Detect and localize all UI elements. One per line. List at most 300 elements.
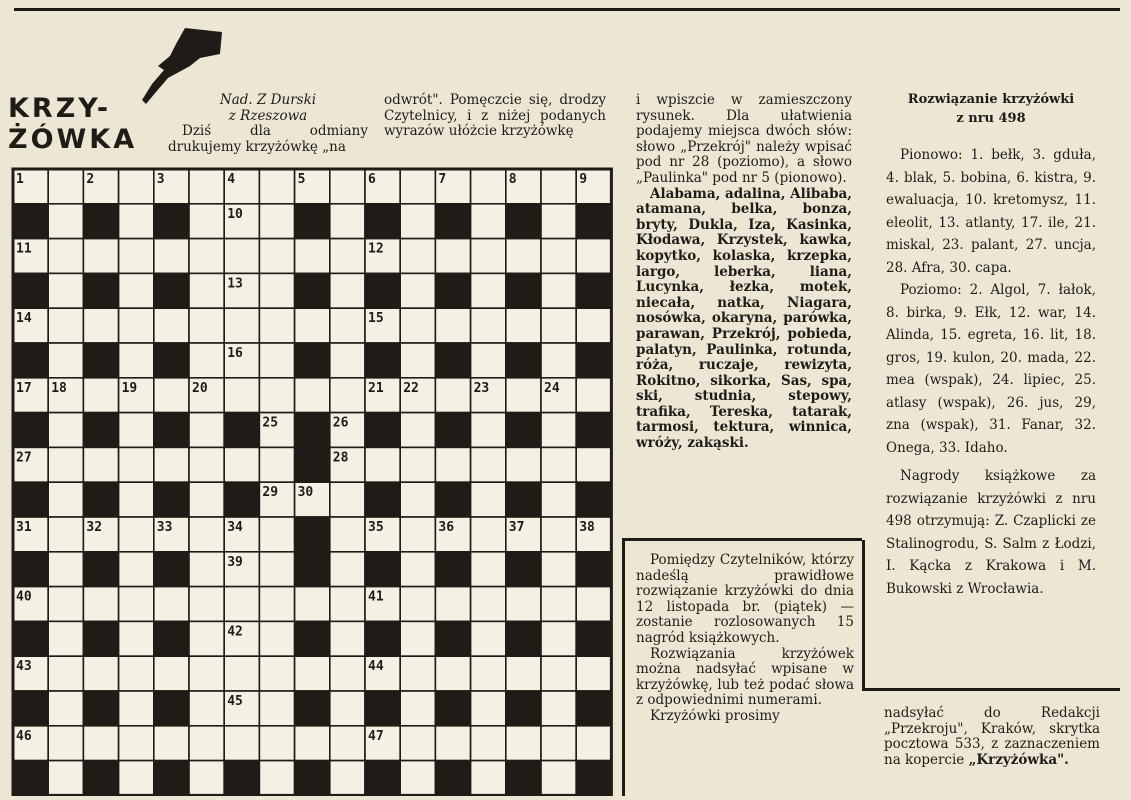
solution-column [886,90,1096,600]
grid-cell [259,239,294,274]
grid-cell-black [295,552,330,587]
grid-cell [119,726,154,761]
grid-cell [506,378,541,413]
grid-cell-black [506,761,541,796]
clue-number: 35 [368,520,384,535]
grid-cell [119,482,154,517]
masthead-line2: ŻÓWKA [8,124,138,155]
grid-cell-black [13,552,48,587]
grid-cell [506,308,541,343]
grid-cell [48,204,83,239]
grid-cell [48,343,83,378]
prize-winners: Nagrody książkowe za rozwiązanie krzyżówki z nru 498 otrzymują: Z. Czaplicki ze Stalinogrodu, S. Salm z Łodzi, I. Kącka z Krakowa i M. Bukowski z Wrocławia. [886,468,1096,597]
grid-cell [330,378,365,413]
clue-number: 9 [579,172,588,187]
grid-cell [400,308,435,343]
grid-cell-black [506,204,541,239]
contest-box-right-rule [862,540,865,690]
grid-cell-black [365,691,400,726]
grid-cell [400,239,435,274]
grid-cell-black [576,761,611,796]
clue-number: 44 [368,659,384,675]
grid-cell [48,413,83,448]
clue-number: 22 [403,380,419,396]
grid-cell [189,413,224,448]
grid-cell [400,621,435,656]
grid-cell [48,726,83,761]
grid-cell-black [295,447,330,482]
grid-cell [541,239,576,274]
grid-cell [541,204,576,239]
grid-cell [330,726,365,761]
intro-column-2 [384,93,606,140]
grid-cell [330,482,365,517]
contest-text-2: Rozwiązania krzyżówek można nadsyłać wpisane w krzyżówkę, lub też podać słowa z odpowiednimi numerami. [636,645,854,709]
clue-number: 11 [16,241,32,257]
grid-cell-black [576,691,611,726]
grid-cell [119,239,154,274]
clue-number: 15 [368,311,384,327]
grid-cell [83,447,118,482]
grid-cell-black [83,621,118,656]
grid-cell [365,447,400,482]
grid-cell [330,691,365,726]
grid-cell-black [576,343,611,378]
solution-title [886,90,1096,128]
grid-cell [224,378,259,413]
grid-cell-black [295,204,330,239]
grid-cell-black [154,482,189,517]
grid-cell [154,447,189,482]
grid-cell [154,726,189,761]
grid-cell-black [295,343,330,378]
grid-cell [119,204,154,239]
clue-number: 12 [368,241,384,257]
grid-cell-black [506,691,541,726]
grid-cell [189,239,224,274]
grid-cell [435,447,470,482]
grid-cell [330,656,365,691]
clue-number: 4 [227,172,236,187]
clue-number: 1 [16,172,24,187]
grid-cell [471,169,506,204]
grid-cell [471,517,506,552]
grid-cell [259,204,294,239]
grid-cell-black [154,761,189,796]
grid-cell [189,273,224,308]
grid-cell-black [295,517,330,552]
grid-cell [471,482,506,517]
grid-cell [119,273,154,308]
solution-title-line2: z nru 498 [956,111,1026,126]
grid-cell-black [576,482,611,517]
grid-cell-black [365,552,400,587]
grid-cell-black [506,621,541,656]
grid-cell [119,656,154,691]
contest-text-1: Pomiędzy Czytelników, którzy nadeślą prawidłowe rozwiązanie krzyżówki do dnia 12 listopada br. (piątek) — zostanie rozlosowanych 15 nagród książkowych. [636,552,854,646]
grid-cell [119,552,154,587]
clue-number: 36 [438,520,455,535]
grid-cell [119,447,154,482]
masthead [8,93,148,155]
grid-cell-black [365,343,400,378]
grid-cell-black [365,273,400,308]
grid-cell [400,204,435,239]
grid-cell [471,656,506,691]
grid-cell [576,726,611,761]
clue-number: 42 [227,624,243,640]
grid-cell-black [435,273,470,308]
grid-cell [48,517,83,552]
grid-cell [506,587,541,622]
contest-box-top-rule [622,538,862,541]
grid-cell [189,447,224,482]
grid-cell-black [13,343,48,378]
grid-cell [259,517,294,552]
clue-number: 26 [332,415,349,431]
grid-cell [471,273,506,308]
address-column [884,706,1100,768]
grid-cell [189,726,224,761]
grid-cell [83,726,118,761]
grid-cell [119,343,154,378]
grid-cell-black [506,413,541,448]
grid-cell [83,656,118,691]
grid-cell-black [365,413,400,448]
grid-cell [48,169,83,204]
grid-cell [48,691,83,726]
grid-cell-black [295,621,330,656]
grid-cell-black [576,552,611,587]
grid-cell [295,656,330,691]
grid-cell-black [83,691,118,726]
grid-cell-black [224,413,259,448]
intro-text-2: odwrót". Pomęczcie się, drodzy Czytelnicy, i z niżej podanych wyrazów ułóżcie krzyżówkę [384,92,606,140]
grid-cell [48,656,83,691]
grid-cell [189,552,224,587]
grid-cell-black [83,761,118,796]
clue-number: 7 [438,172,447,187]
grid-cell [541,169,576,204]
clue-number: 5 [297,172,306,187]
grid-cell [48,308,83,343]
grid-cell [330,587,365,622]
grid-cell [330,204,365,239]
grid-cell [541,761,576,796]
grid-cell-black [435,761,470,796]
grid-cell [83,587,118,622]
clue-number: 45 [227,694,243,709]
masthead-line1: KRZY- [8,93,112,124]
contest-column [636,553,854,725]
grid-cell-black [435,482,470,517]
grid-cell [541,447,576,482]
grid-cell [576,239,611,274]
grid-cell [576,378,611,413]
grid-cell-black [576,273,611,308]
grid-cell [541,517,576,552]
grid-cell-black [154,413,189,448]
grid-cell [119,413,154,448]
grid-cell [471,204,506,239]
grid-cell-black [83,413,118,448]
solution-title-line1: Rozwiązanie krzyżówki [907,92,1075,107]
grid-cell-black [295,691,330,726]
grid-cell-black [506,552,541,587]
clue-number: 34 [227,520,243,535]
grid-cell-black [154,621,189,656]
grid-cell [259,169,294,204]
clue-number: 24 [544,380,560,396]
grid-cell [400,413,435,448]
grid-cell [435,726,470,761]
grid-cell [471,587,506,622]
grid-cell [259,378,294,413]
grid-cell-black [435,343,470,378]
grid-cell [259,621,294,656]
grid-cell [471,343,506,378]
grid-cell [83,378,118,413]
clue-number: 6 [368,172,376,187]
grid-cell-black [154,691,189,726]
address-keyword: „Krzyżówka". [968,751,1069,768]
intro-text-1: Dziś dla odmiany drukujemy krzyżówkę „na [168,123,368,155]
address-text: nadsyłać do Redakcji „Przekroju", Kraków, skrytka pocztowa 533, z zaznaczeniem na kopercie [884,705,1100,768]
grid-cell [189,517,224,552]
clue-number: 29 [262,485,279,501]
grid-cell-black [435,621,470,656]
intro-column-1 [168,93,368,155]
grid-cell [154,239,189,274]
grid-cell [189,656,224,691]
solution-across: Poziomo: 2. Algol, 7. łałok, 8. birka, 9. Ełk, 12. war, 14. Alinda, 15. egreta, 16. lit, 18. gros, 19. kulon, 20. mada, 22. mea (wspak), 24. lipiec, 25. atlasy (wspak), 26. jus, 29, zna (wspak), 31. Fanar, 32. Onega, 33. Idaho. [886,282,1096,456]
grid-cell [541,552,576,587]
clue-number: 31 [16,520,32,535]
grid-cell [541,482,576,517]
clue-number: 20 [192,380,208,396]
clue-number: 41 [368,589,384,605]
grid-cell [224,239,259,274]
clue-number: 30 [297,485,314,501]
grid-cell [471,726,506,761]
instructions-text: i wpiszcie w zamieszczony rysunek. Dla ułatwienia podajemy miejsca dwóch słów: słowo „Przekrój" należy wpisać pod nr 28 (poziomo), a słowo „Paulinka" pod nr 5 (pionowo). [636,92,852,186]
grid-cell [189,169,224,204]
grid-cell-black [295,413,330,448]
grid-cell-black [83,204,118,239]
grid-cell-black [435,413,470,448]
grid-cell [48,273,83,308]
grid-cell [259,273,294,308]
grid-cell-black [13,204,48,239]
grid-cell-black [224,482,259,517]
clue-number: 18 [51,380,67,396]
grid-cell [471,239,506,274]
grid-cell-black [13,273,48,308]
grid-cell [224,726,259,761]
grid-cell [295,726,330,761]
clue-number: 13 [227,276,243,292]
grid-cell [259,308,294,343]
grid-cell [224,447,259,482]
clue-number: 17 [16,380,32,396]
grid-cell [435,239,470,274]
grid-cell [471,413,506,448]
grid-cell-black [13,761,48,796]
grid-cell-black [435,204,470,239]
grid-cell-black [13,482,48,517]
grid-cell [189,691,224,726]
grid-cell-black [224,761,259,796]
clue-number: 3 [156,172,165,187]
clue-number: 19 [121,380,138,396]
crossword-grid [10,166,618,796]
grid-cell [330,621,365,656]
grid-cell [259,691,294,726]
grid-cell-black [365,204,400,239]
word-list: Alabama, adalina, Alibaba, atamana, belka, bonza, bryty, Dukla, Iza, Kasinka, Kłodawa, Krzystek, kawka, kopytko, kolaska, krzepka, largo, leberka, liana, Lucynka, łezka, motek, niecała, natka, Niagara, nosówka, okaryna, parówka, parawan, Przekrój, pobieda, palatyn, Paulinka, rotunda, róża, ruczaje, rewizyta, Rokitno, sikorka, Sas, spa, ski, studnia, stepowy, trafika, Tereska, tatarak, tarmosi, tektura, winnica, wróży, zakąski. [636,185,852,452]
grid-cell [506,726,541,761]
grid-cell [400,587,435,622]
grid-cell [189,587,224,622]
grid-cell [400,691,435,726]
grid-cell [154,587,189,622]
grid-cell [119,169,154,204]
grid-cell [435,587,470,622]
grid-cell-black [576,204,611,239]
grid-cell [224,656,259,691]
grid-cell-black [13,413,48,448]
clue-number: 28 [332,450,349,466]
grid-cell-black [154,204,189,239]
clue-number: 32 [86,520,103,535]
grid-cell [400,656,435,691]
grid-cell [330,761,365,796]
author-city: z Rzeszowa [228,107,308,124]
clue-number: 27 [16,450,32,466]
grid-cell-black [154,273,189,308]
grid-cell [471,308,506,343]
grid-cell [259,656,294,691]
grid-cell [259,726,294,761]
grid-cell [48,447,83,482]
grid-cell [330,343,365,378]
grid-cell-black [576,621,611,656]
grid-cell [119,517,154,552]
grid-cell [400,552,435,587]
grid-cell [541,621,576,656]
clue-number: 14 [16,311,32,327]
grid-cell-black [295,273,330,308]
clue-number: 8 [508,172,517,187]
grid-cell [330,308,365,343]
grid-cell-black [83,552,118,587]
grid-cell [330,273,365,308]
grid-cell [435,378,470,413]
clue-number: 46 [16,728,32,744]
grid-cell-black [576,413,611,448]
contest-text-3: Krzyżówki prosimy [650,707,780,724]
grid-cell-black [13,621,48,656]
grid-cell [83,308,118,343]
grid-cell-black [506,482,541,517]
grid-cell [119,691,154,726]
grid-cell [83,239,118,274]
grid-cell [259,343,294,378]
grid-cell [541,413,576,448]
grid-cell [189,761,224,796]
grid-cell [295,308,330,343]
solution-down: Pionowo: 1. bełk, 3. gduła, 4. blak, 5. bobina, 6. kistra, 9. ewaluacja, 10. kretomysz, 11. eleolit, 13. atlanty, 17. ile, 21. miskal, 23. palant, 27. uncja, 28. Afra, 30. capa. [886,147,1096,276]
clue-number: 43 [16,659,32,675]
grid-cell [48,587,83,622]
grid-cell [400,761,435,796]
grid-cell [541,273,576,308]
grid-cell-black [295,761,330,796]
grid-cell [154,656,189,691]
grid-cell [224,308,259,343]
grid-cell-black [83,343,118,378]
grid-cell [400,517,435,552]
grid-cell [119,621,154,656]
grid-cell [295,587,330,622]
grid-cell-black [83,482,118,517]
grid-cell [154,378,189,413]
grid-cell [48,552,83,587]
grid-cell [541,656,576,691]
clue-number: 16 [227,346,243,361]
grid-cell-black [506,273,541,308]
grid-cell [576,587,611,622]
grid-cell [189,621,224,656]
grid-cell [400,343,435,378]
clue-number: 40 [16,589,32,605]
grid-cell-black [435,691,470,726]
grid-cell [259,587,294,622]
clue-number: 47 [368,728,384,744]
grid-cell [435,656,470,691]
grid-cell [189,204,224,239]
clue-number: 2 [86,172,95,187]
grid-cell [154,308,189,343]
grid-cell [330,517,365,552]
grid-cell [400,273,435,308]
grid-cell [541,308,576,343]
grid-cell [48,239,83,274]
grid-cell-black [365,761,400,796]
solution-box-bottom-rule [862,688,1120,691]
grid-cell [471,761,506,796]
grid-cell-black [506,343,541,378]
grid-cell [541,587,576,622]
clue-number: 10 [227,206,243,222]
grid-cell [189,308,224,343]
grid-cell [119,587,154,622]
grid-cell [506,239,541,274]
grid-cell [506,447,541,482]
grid-cell [189,343,224,378]
grid-cell-black [435,552,470,587]
grid-cell [506,656,541,691]
grid-cell [189,482,224,517]
grid-cell [541,726,576,761]
grid-cell [48,761,83,796]
grid-cell [400,726,435,761]
top-rule [14,8,1120,11]
grid-cell [576,447,611,482]
grid-cell-black [365,621,400,656]
grid-cell [541,691,576,726]
grid-cell-black [83,273,118,308]
